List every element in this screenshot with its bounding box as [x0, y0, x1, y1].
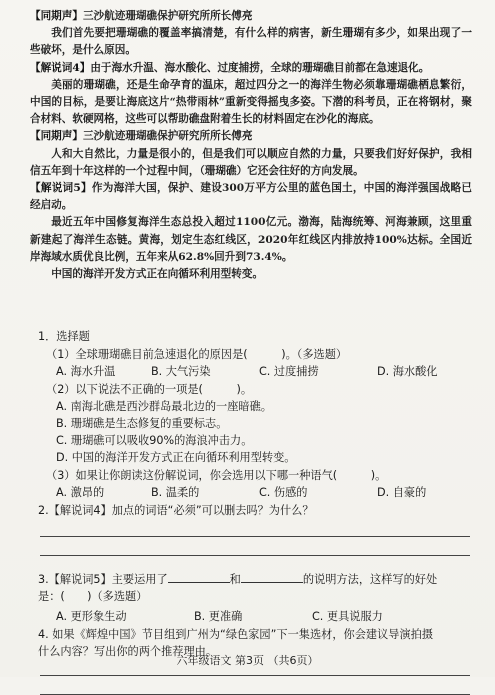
option[interactable]: A. 激昂的 [56, 486, 105, 499]
option[interactable]: D. 中国的海洋开发方式正在向循环利用型转变。 [56, 451, 296, 464]
section-tag: 【解说词4】 [30, 61, 91, 74]
question-1-1: （1）全球珊瑚礁目前急速退化的原因是( )。（多选题） [46, 348, 348, 361]
option[interactable]: C. 过度捕捞 [259, 365, 319, 378]
option[interactable]: C. 更具说服力 [312, 610, 383, 623]
question-1-1-options [38, 363, 470, 380]
option[interactable]: D. 海水酸化 [377, 365, 438, 378]
reading-passage [30, 8, 472, 283]
question-section [38, 328, 470, 695]
question-2: 2.【解说词4】加点的词语“必须”可以删去吗？为什么？ [38, 504, 314, 517]
option[interactable]: C. 珊瑚礁可以吸收90%的海浪冲击力。 [56, 434, 253, 447]
passage-paragraph: 最近五年中国修复海洋生态总投入超过1100亿元。渤海，陆海统筹、河海兼顾，这里重新建起了海洋生态链。黄海，划定生态红线区，2020年红线区内排放持100%达标。全国近岸海域水质优良比例，五年来从62.8%回升到73.4%。 [30, 216, 472, 263]
passage-paragraph: 中国的海洋开发方式正在向循环利用型转变。 [51, 268, 264, 281]
option[interactable]: D. 自豪的 [377, 486, 427, 499]
option[interactable]: A. 南海北礁是西沙群岛最北边的一座暗礁。 [56, 400, 272, 413]
question-3 [38, 570, 470, 588]
narration-text: 由于海水升温、海水酸化、过度捕捞，全球的珊瑚礁目前都在急速退化。 [90, 61, 430, 74]
question-1-2: （2）以下说法不正确的一项是( )。 [46, 383, 253, 396]
passage-paragraph [30, 8, 472, 25]
option[interactable]: B. 更准确 [194, 610, 243, 623]
question-1-title: 1．选择题 [38, 330, 90, 343]
option[interactable]: C. 伤感的 [259, 486, 308, 499]
passage-paragraph: 我们首先要把珊瑚礁的覆盖率搞清楚，有什么样的病害，新生珊瑚有多少，如果出现了一些破坏，是什么原因。 [30, 27, 472, 57]
question-3-prefix: 3.【解说词5】主要运用了 [38, 573, 168, 586]
passage-paragraph [30, 60, 472, 77]
option[interactable]: B. 珊瑚礁是生态修复的重要标志。 [56, 417, 228, 430]
passage-paragraph: 人和大自然比，力量是很小的，但是我们可以顺应自然的力量，只要我们好好保护，我相信五年到十年这样的一个过程中间，（珊瑚礁）它还会往好的方向发展。 [30, 147, 472, 177]
fill-blank[interactable] [241, 570, 303, 583]
passage-paragraph: 美丽的珊瑚礁，还是生命孕育的温床，超过四分之一的海洋生物必须靠珊瑚礁栖息繁衍，中国的目标，是要让海底这片“热带雨林”重新变得摇曳多姿。下潜的科考员，正在将钢材，聚合材料、软硬网格，这些可以帮助礁盘附着生长的材料固定在沙化的海底。 [30, 78, 472, 126]
question-1-3-options [38, 484, 470, 501]
section-tag: 【同期声】 [30, 130, 83, 143]
option[interactable]: A. 更形象生动 [56, 610, 127, 623]
fill-blank[interactable] [168, 570, 230, 583]
question-3-options [38, 608, 470, 625]
speaker-line: 三沙航迹珊瑚礁保护研究所所长傅亮 [82, 130, 253, 143]
question-3-suffix: 的说明方法，这样写的好处 [302, 573, 438, 586]
passage-paragraph [30, 128, 472, 145]
speaker-line: 三沙航迹珊瑚礁保护研究所所长傅亮 [82, 10, 253, 22]
question-3-line2: 是：( )（多选题） [38, 590, 148, 603]
passage-paragraph [30, 180, 472, 214]
question-4: 4. 如果《辉煌中国》节目组到广州为“绿色家园”下一集选材，你会建议导演拍摄 [38, 628, 434, 641]
page-footer: 六年级语文 第3页 （共6页） [176, 654, 319, 667]
question-1-3: （3）如果让你朗读这份解说词，你会选用以下哪一种语气( )。 [46, 469, 387, 482]
section-tag: 【同期声】 [30, 10, 83, 22]
option[interactable]: A. 海水升温 [56, 365, 116, 378]
question-3-mid: 和 [229, 573, 241, 586]
section-tag: 【解说词5】 [30, 182, 92, 195]
option[interactable]: B. 大气污染 [151, 365, 211, 378]
question-4-line2: 什么内容？写出你的两个推荐理由。 [38, 645, 218, 658]
option[interactable]: B. 温柔的 [151, 486, 200, 499]
narration-text: 作为海洋大国，保护、建设300万平方公里的蓝色国土，中国的海洋强国战略已经启动。 [30, 182, 472, 212]
